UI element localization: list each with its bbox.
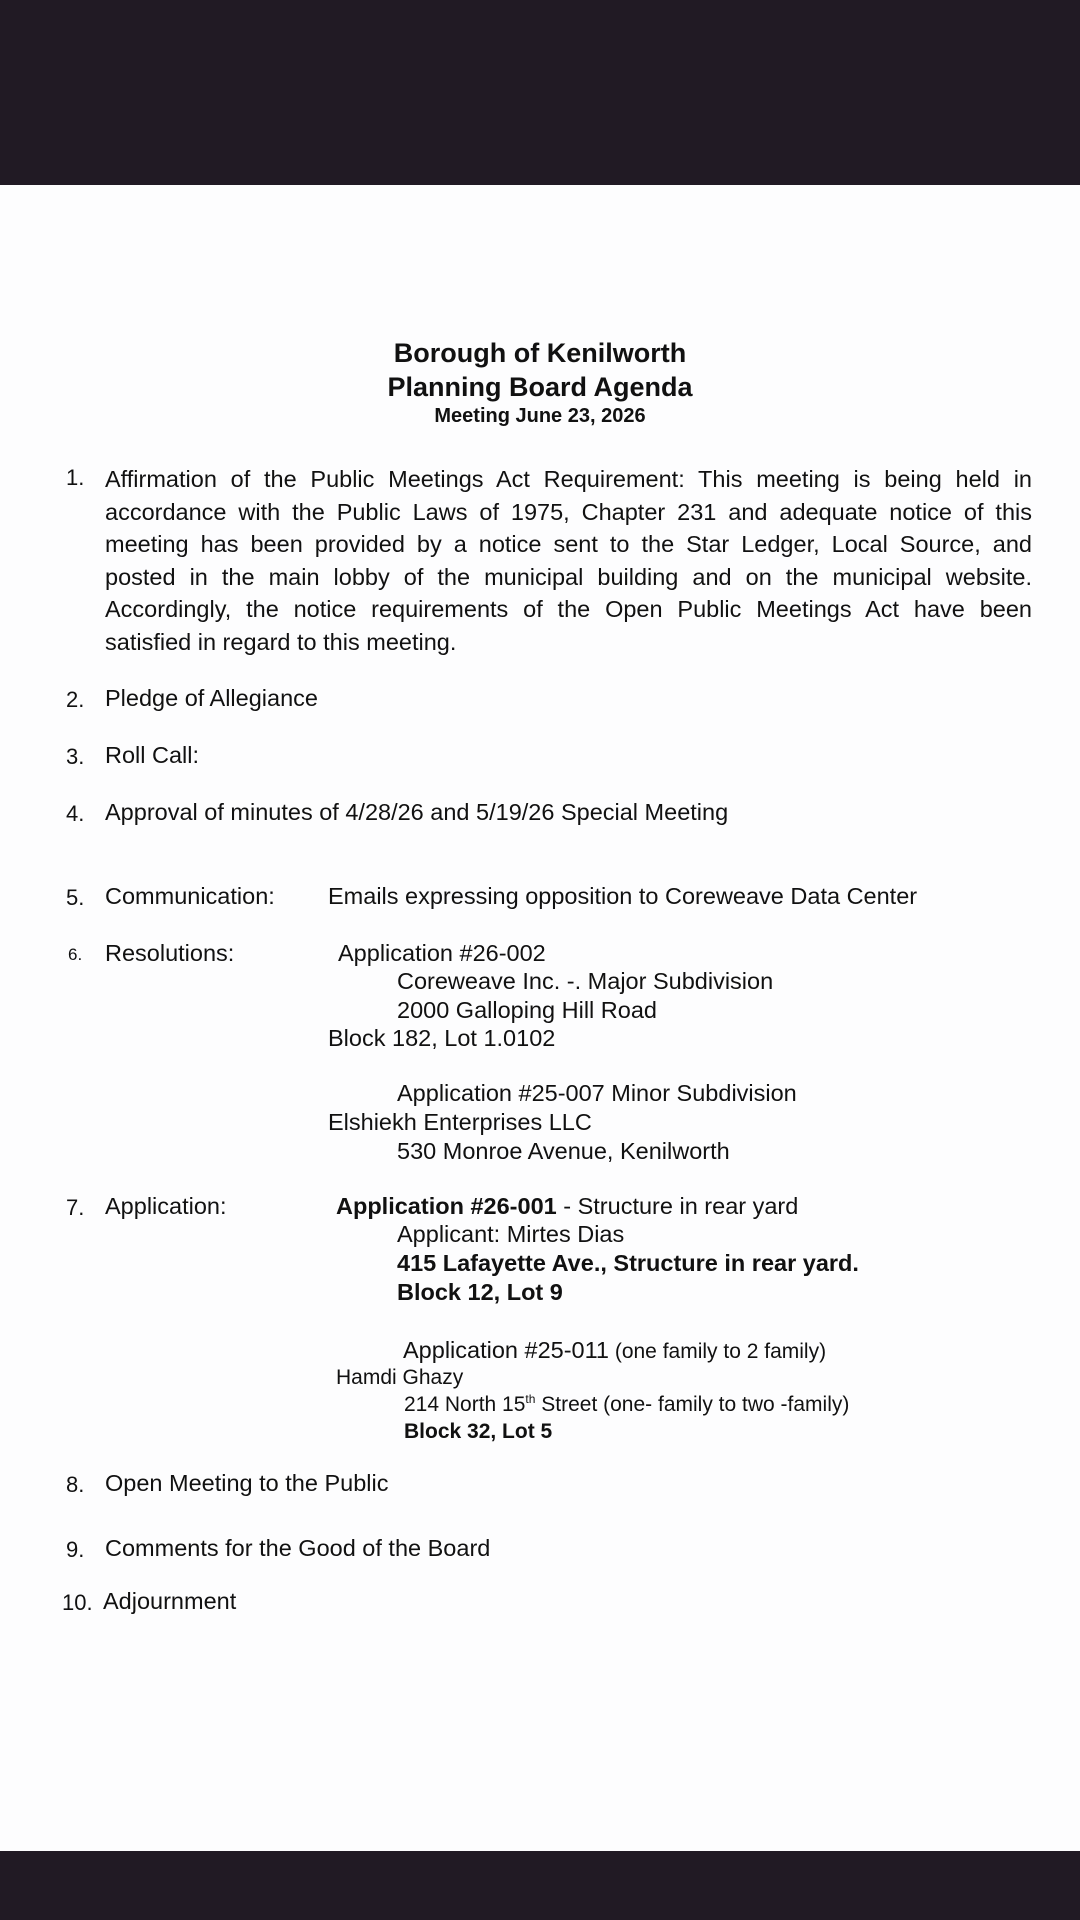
item-communication-text: Emails expressing opposition to Coreweave Data Center xyxy=(328,883,918,909)
application-2-title xyxy=(403,1337,826,1364)
item-number: 9. xyxy=(66,1537,85,1562)
item-number: 8. xyxy=(66,1472,85,1497)
agenda-page xyxy=(0,185,1080,1851)
item-number: 6. xyxy=(68,945,83,964)
resolution-2-title: Application #25-007 Minor Subdivision xyxy=(397,1080,797,1106)
item-number: 10. xyxy=(62,1590,93,1615)
ordinal-suffix: th xyxy=(525,1392,536,1406)
item-communication-label: Communication: xyxy=(105,883,275,909)
item-adjournment: Adjournment xyxy=(103,1588,237,1614)
application-1-applicant: Applicant: Mirtes Dias xyxy=(397,1221,625,1247)
resolution-1-address: 2000 Galloping Hill Road xyxy=(397,997,657,1023)
application-2-block-lot: Block 32, Lot 5 xyxy=(404,1420,553,1443)
application-1-address: 415 Lafayette Ave., Structure in rear yard. xyxy=(397,1250,859,1276)
bottom-bar xyxy=(0,1851,1080,1920)
item-number: 5. xyxy=(66,885,85,910)
item-affirmation-text: Affirmation of the Public Meetings Act Requirement: This meeting is being held in accordance with the Public Laws of 1975, Chapter 231 and adequate notice of this meeting has been provided by a notice sent to the Star Ledger, Local Source, and posted in the main lobby of the municipal building and on the municipal website. Accordingly, the notice requirements of the Open Public Meetings Act have been satisfied in regard to this meeting. xyxy=(105,466,1032,655)
resolution-1-applicant: Coreweave Inc. -. Major Subdivision xyxy=(397,968,774,994)
item-number: 3. xyxy=(66,744,85,769)
item-minutes: Approval of minutes of 4/28/26 and 5/19/26 Special Meeting xyxy=(105,799,729,825)
application-2-address xyxy=(404,1393,849,1417)
item-resolutions-label: Resolutions: xyxy=(105,940,235,966)
item-number: 7. xyxy=(66,1195,85,1220)
document-subtitle: Planning Board Agenda xyxy=(387,372,693,402)
item-number: 2. xyxy=(66,687,85,712)
application-1-number: Application #26-001 xyxy=(336,1193,557,1219)
item-pledge: Pledge of Allegiance xyxy=(105,685,318,711)
top-bar xyxy=(0,0,1080,185)
application-1-description: - Structure in rear yard xyxy=(556,1193,799,1219)
meeting-date: Meeting June 23, 2026 xyxy=(434,405,646,427)
address-street-number: 214 North 15 xyxy=(404,1393,526,1416)
resolution-1-block-lot: Block 182, Lot 1.0102 xyxy=(328,1025,556,1051)
address-description: Street (one- family to two -family) xyxy=(535,1393,850,1416)
application-2-description: (one family to 2 family) xyxy=(609,1340,827,1363)
document-title: Borough of Kenilworth xyxy=(393,338,687,368)
resolution-2-applicant: Elshiekh Enterprises LLC xyxy=(328,1109,592,1135)
resolution-2-address: 530 Monroe Avenue, Kenilworth xyxy=(397,1138,730,1164)
application-1-block-lot: Block 12, Lot 9 xyxy=(397,1279,563,1305)
application-1-title xyxy=(336,1193,798,1220)
item-number: 4. xyxy=(66,801,85,826)
item-roll-call: Roll Call: xyxy=(105,742,200,768)
resolution-1-title: Application #26-002 xyxy=(338,940,546,966)
item-application-label: Application: xyxy=(105,1193,227,1219)
item-comments: Comments for the Good of the Board xyxy=(105,1535,491,1561)
application-2-number: Application #25-011 xyxy=(403,1337,609,1363)
application-2-applicant: Hamdi Ghazy xyxy=(336,1366,464,1389)
item-open-meeting: Open Meeting to the Public xyxy=(105,1470,389,1496)
item-number: 1. xyxy=(66,465,85,490)
